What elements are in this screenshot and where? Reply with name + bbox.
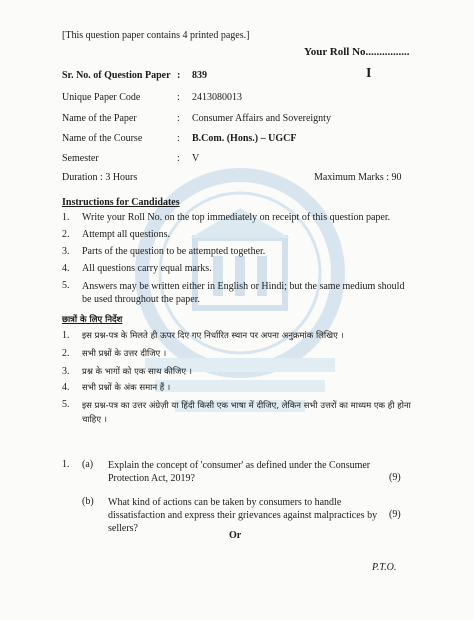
- question-text: What kind of actions can be taken by consumers to handle dissatisfaction and express their grievances against malpractices by sellers?: [108, 497, 378, 534]
- part-label: (b): [82, 496, 94, 507]
- meta-value: B.Com. (Hons.) – UGCF: [192, 133, 297, 144]
- instruction-number: 3.: [62, 366, 70, 377]
- meta-sep: :: [177, 133, 180, 144]
- instruction-text: प्रश्न के भागों को एक साथ कीजिए ।: [82, 367, 192, 377]
- instruction-text: इस प्रश्न-पत्र के मिलते ही ऊपर दिए गए निर्धारित स्थान पर अपना अनुक्रमांक लिखिए ।: [82, 331, 344, 341]
- meta-label: Sr. No. of Question Paper: [62, 70, 171, 81]
- please-turn-over: P.T.O.: [372, 562, 397, 573]
- meta-sep: :: [177, 92, 180, 103]
- instruction-text: इस प्रश्न-पत्र का उत्तर अंग्रेज़ी या हिंदी किसी एक भाषा में दीजिए, लेकिन सभी उत्तरों का माध्यम एक ही होना चाहिए ।: [82, 401, 411, 425]
- instruction-text: Write your Roll No. on the top immediately on receipt of this question paper.: [82, 212, 391, 223]
- meta-value: V: [192, 153, 200, 164]
- meta-sep: :: [177, 70, 181, 81]
- instruction-number: 5.: [62, 399, 70, 410]
- roll-number-field: Your Roll No................: [304, 46, 410, 58]
- duration: Duration : 3 Hours: [62, 172, 138, 183]
- instruction-number: 4.: [62, 263, 70, 274]
- instruction-text: Answers may be written either in English or Hindi; but the same medium should be used throughout the paper.: [82, 281, 405, 305]
- question-number: 1.: [62, 459, 70, 470]
- instruction-text: सभी प्रश्नों के अंक समान हैं ।: [82, 383, 171, 393]
- question-marks: (9): [389, 472, 401, 483]
- instruction-text: सभी प्रश्नों के उत्तर दीजिए ।: [82, 349, 167, 359]
- maximum-marks: Maximum Marks : 90: [314, 172, 402, 183]
- instruction-number: 3.: [62, 246, 70, 257]
- hindi-instructions-heading: छात्रों के लिए निर्देश: [62, 315, 123, 325]
- question-marks: (9): [389, 509, 401, 520]
- question-text: Explain the concept of 'consumer' as defined under the Consumer Protection Act, 2019?: [108, 460, 371, 484]
- instruction-number: 1.: [62, 212, 70, 223]
- or-separator: Or: [229, 530, 242, 541]
- printed-pages-note: [This question paper contains 4 printed pages.]: [62, 30, 250, 41]
- meta-label: Semester: [62, 153, 99, 164]
- instruction-text: Parts of the question to be attempted together.: [82, 246, 266, 257]
- meta-label: Name of the Paper: [62, 113, 137, 124]
- meta-value: Consumer Affairs and Sovereignty: [192, 113, 331, 124]
- instruction-number: 2.: [62, 348, 70, 359]
- meta-sep: :: [177, 113, 180, 124]
- instruction-number: 1.: [62, 330, 70, 341]
- meta-label: Unique Paper Code: [62, 92, 141, 103]
- page-marker: I: [366, 66, 372, 81]
- meta-label: Name of the Course: [62, 133, 143, 144]
- part-label: (a): [82, 459, 94, 470]
- meta-sep: :: [177, 153, 180, 164]
- instruction-number: 5.: [62, 280, 70, 291]
- instruction-text: All questions carry equal marks.: [82, 263, 212, 274]
- instruction-number: 4.: [62, 382, 70, 393]
- instruction-text: Attempt all questions.: [82, 229, 171, 240]
- instructions-heading: Instructions for Candidates: [62, 197, 180, 208]
- meta-value: 839: [192, 70, 207, 81]
- instruction-number: 2.: [62, 229, 70, 240]
- meta-value: 2413080013: [192, 92, 242, 103]
